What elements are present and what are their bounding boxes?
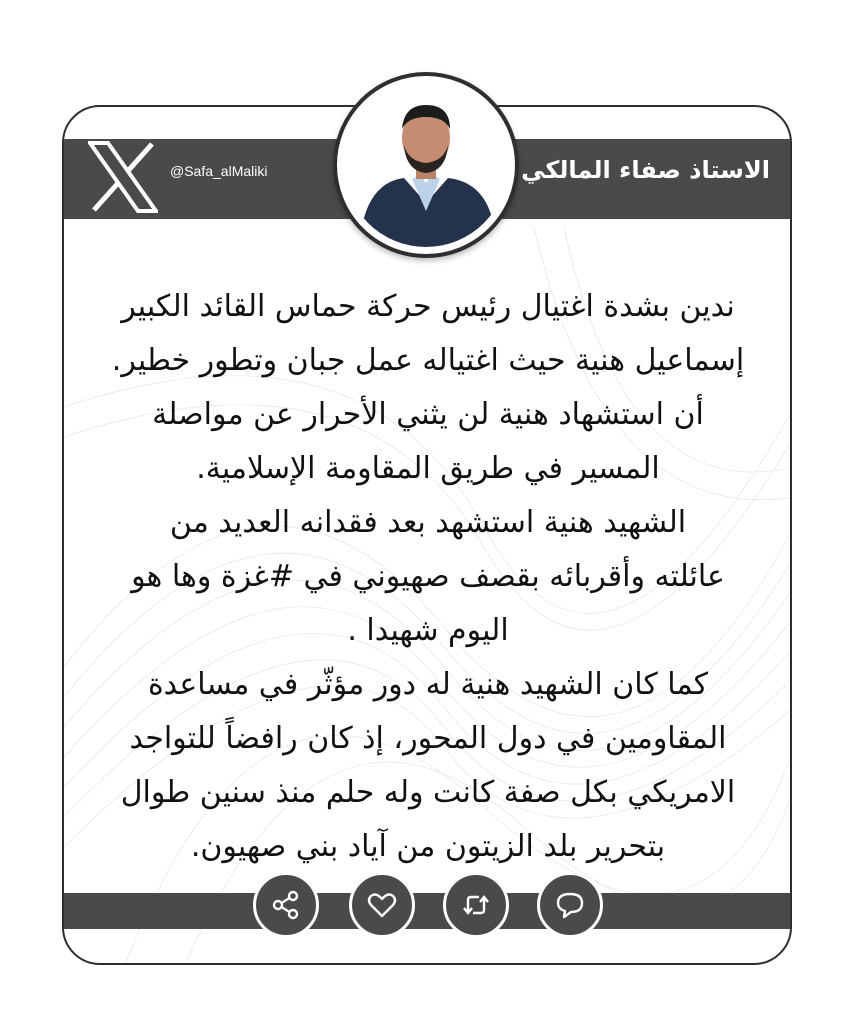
x-logo-icon xyxy=(88,141,158,213)
tweet-line: عائلته وأقربائه بقصف صهيوني في #غزة وها هو xyxy=(131,559,725,594)
tweet-line: الشهيد هنية استشهد بعد فقدانه العديد من xyxy=(169,505,687,540)
like-icon xyxy=(365,888,399,922)
user-handle[interactable]: @Safa_alMaliki xyxy=(170,163,268,179)
reply-icon xyxy=(553,888,587,922)
tweet-line: ندين بشدة اغتيال رئيس حركة حماس القائد الكبير xyxy=(121,289,735,324)
reply-button[interactable] xyxy=(537,872,603,938)
tweet-text xyxy=(72,280,784,874)
retweet-button[interactable] xyxy=(443,872,509,938)
share-icon xyxy=(269,888,303,922)
avatar[interactable] xyxy=(344,83,508,247)
tweet-line: المقاومين في دول المحور، إذ كان رافضاً للتواجد xyxy=(129,721,727,756)
user-name[interactable]: الاستاذ صفاء المالكي xyxy=(521,156,770,184)
tweet-line: الامريكي بكل صفة كانت وله حلم منذ سنين طوال xyxy=(120,775,736,810)
tweet-line: بتحرير بلد الزيتون من آياد بني صهيون. xyxy=(190,829,666,864)
tweet-line: كما كان الشهيد هنية له دور مؤثّر في مساعدة xyxy=(147,667,709,702)
share-button[interactable] xyxy=(253,872,319,938)
tweet-line: المسير في طريق المقاومة الإسلامية. xyxy=(196,451,660,486)
avatar-photo xyxy=(344,83,508,247)
tweet-line: أن استشهاد هنية لن يثني الأحرار عن مواصلة xyxy=(152,397,704,432)
tweet-line: إسماعيل هنية حيث اغتياله عمل جبان وتطور خطير. xyxy=(111,343,745,378)
tweet-line: اليوم شهيدا . xyxy=(347,613,509,648)
footer-band xyxy=(64,893,790,929)
like-button[interactable] xyxy=(349,872,415,938)
retweet-icon xyxy=(459,888,493,922)
